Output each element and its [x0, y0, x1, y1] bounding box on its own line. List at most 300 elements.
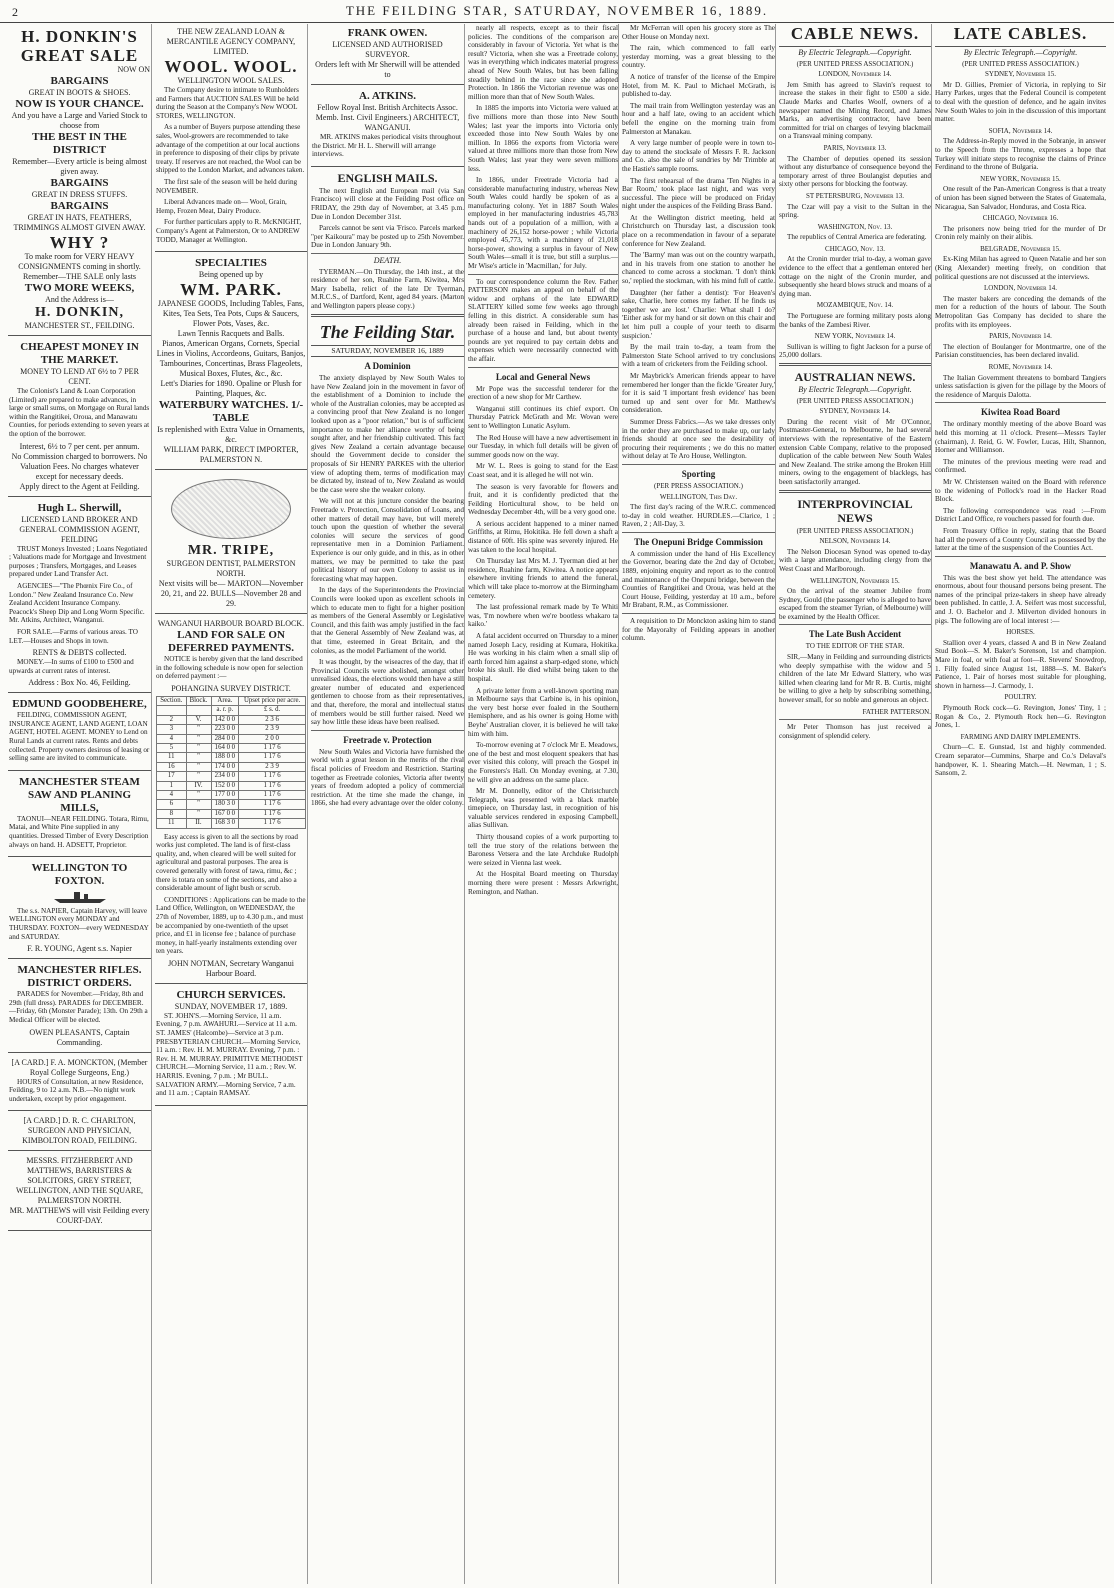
table-cell: 11 — [157, 753, 187, 762]
dateline-st-petersburg: ST PETERSBURG, November 13. — [805, 191, 905, 200]
local-news-item: At the Hospital Board meeting on Thursday morning there were present : Messrs Arkwright, Remington, and Nathan. — [468, 870, 618, 896]
remember-2: Remember—THE SALE only lasts — [22, 272, 137, 281]
table-header: Upset price per acre. — [239, 696, 306, 705]
dairy-heading: FARMING AND DAIRY IMPLEMENTS. — [960, 732, 1081, 741]
kiwitea-heading: Kiwitea Road Board — [980, 407, 1060, 418]
loan-ad — [8, 338, 151, 497]
atkins-name: A. ATKINS. — [359, 90, 416, 102]
table-unit: a. r. p. — [211, 706, 239, 715]
rents-line: RENTS & DEBTS collected. — [32, 648, 127, 658]
address-label: And the Address is— — [45, 295, 114, 304]
news-paragraph: Daughter (her father a dentist): 'For Heaven's sake, Charlie, here comes my father. If he finds us together we are lost.' Charlie: What shall I do? 'Either ask for my hand or sit down on this chair and let him pull a couple of your teeth to disarm suspicion.' — [622, 288, 775, 340]
rifles-body: PARADES for November.—Friday, 8th and 29th (full dress). PARADES for DECEMBER.—Friday, 6th (Monster Parade); 13th. On 29th a Medical Officer will be elected. — [9, 990, 148, 1024]
dateline-sydney: SYDNEY, November 14. — [819, 407, 891, 416]
cable-paragraph: Ex-King Milan has agreed to Queen Natalie and her son (King Alexander) meeting freely, on condition that political questions are not discussed at the interviews. — [935, 255, 1106, 281]
dateline-sofia: SOFIA, November 14. — [988, 126, 1053, 135]
leader-paragraph: We will not at this juncture consider the bearing Freetrade v. Protection, Consolidation of Loans, and other matters of detail may have, but will merely touch upon the question of whether the several colonies will secure the services of good representative men in a Dominion Parliament. Experience is our only guide, and in this, as in other matters, we may be permitted to take the past political history of our own Colony to assist us in forecasting what may happen. — [311, 497, 464, 583]
dateline-london: LONDON, November 14. — [983, 284, 1058, 293]
box-line: Address : Box No. 46, Feilding. — [28, 678, 131, 688]
inter-assoc: (PER UNITED PRESS ASSOCIATION.) — [796, 526, 914, 535]
rifles-ad — [8, 961, 151, 1052]
local-news-heading: Local and General News — [495, 371, 591, 382]
varied-line: And you have a Large and Varied Stock to choose from — [11, 111, 148, 130]
bush-sub: TO THE EDITOR OF THE STAR. — [805, 642, 905, 651]
wool-sales: WELLINGTON WOOL SALES. — [177, 76, 285, 85]
kiwitea-list — [935, 420, 1106, 552]
cable-paragraph: Mr D. Gillies, Premier of Victoria, in replying to Sir Harry Parkes, urges that the Federal Council is competent to deal with the question of defence, and he again invites New South Wales to join in the discussion of this important matter. — [935, 80, 1106, 124]
table-cell: " — [186, 734, 211, 743]
dairy-body: Churn—C. E. Gunstad, 1st and highly commended. Cream separator—Cummins, Sharpe and Co.'s Delaval's handpower, K. 1. Shearing Match.—H. Newman, 1 ; S. Sansom, 2. — [935, 743, 1106, 778]
table-cell: 8 — [157, 809, 187, 818]
table-unit: £ s. d. — [239, 706, 306, 715]
divider — [779, 624, 931, 625]
sherwill-name: Hugh L. Sherwill, — [37, 501, 122, 514]
table-cell: " — [186, 725, 211, 734]
fitzherbert-text: MESSRS. FITZHERBERT AND MATTHEWS, BARRISTERS & SOLICITORS, GREY STREET, WELLINGTON, AND THE SQUARE, PALMERSTON NORTH. — [15, 1156, 144, 1206]
divider — [622, 532, 775, 533]
charlton-ad — [8, 1113, 151, 1151]
heavy-line: To make room for VERY HEAVY CONSIGNMENTS coming in shortly. — [18, 252, 141, 271]
dateline-new-york: NEW YORK, November 15. — [980, 174, 1061, 183]
dateline-wellington: WELLINGTON, November 15. — [810, 576, 900, 585]
late-cables-assoc: (PER UNITED PRESS ASSOCIATION.) — [962, 59, 1079, 68]
table-row — [157, 734, 306, 743]
steamship-icon — [50, 888, 110, 904]
napier-text: The s.s. NAPIER, Captain Harvey, will leave WELLINGTON every MONDAY and THURSDAY. FOXTON—every WEDNESDAY and SATURDAY. — [9, 906, 149, 941]
table-cell: 1 17 6 — [239, 819, 306, 828]
divider — [311, 253, 464, 254]
table-cell: II. — [186, 819, 211, 828]
aus-assoc: (PER UNITED PRESS ASSOCIATION.) — [796, 396, 914, 405]
harbour-ad — [155, 616, 307, 984]
owen-ad — [311, 24, 464, 85]
company-desire: The Company desire to intimate to Runholders and Farmers that AUCTION SALES Will be held during the Season at the Company's New WOOL STORES, WELLINGTON. — [156, 86, 299, 120]
local-news-item: Mr Pope was the successful tenderer for the erection of a new shop for Mr Carthew. — [468, 384, 618, 402]
table-cell: 1 17 6 — [239, 743, 306, 752]
flag-date: SATURDAY, NOVEMBER 16, 1889 — [311, 345, 464, 358]
dental-plate-illustration — [171, 479, 291, 539]
sporting-heading: Sporting — [681, 468, 716, 479]
kiwitea-item: The following correspondence was read :—From District Land Office, re vouchers passed for fourth due. — [935, 506, 1106, 524]
table-row — [157, 809, 306, 818]
cable-paragraph: The Italian Government threatens to bombard Tangiers unless satisfaction is given for the pillage by the Moors of the residence of Marquis Dalotta. — [935, 373, 1106, 399]
table-cell: 4 — [157, 734, 187, 743]
table-cell: 17 — [157, 772, 187, 781]
fitzherbert-ad — [8, 1153, 151, 1231]
mails-heading: ENGLISH MAILS. — [337, 170, 438, 185]
harbour-heading: WANGANUI HARBOUR BOARD BLOCK. — [157, 619, 305, 629]
bush-accident-heading: The Late Bush Accident — [808, 629, 902, 640]
local-news-item: The Red House will have a new advertisement in our Tuesday, in which full details will be given of summer goods now on the way. — [468, 433, 618, 459]
dateline-washington: WASHINGTON, Nov. 13. — [817, 222, 893, 231]
dateline-paris: PARIS, November 14. — [989, 332, 1052, 341]
best-line: THE BEST IN THE DISTRICT — [32, 131, 127, 156]
goodbehere-body: FEILDING, COMMISSION AGENT, INSURANCE AGENT, LAND AGENT, LOAN AGENT, HOTEL AGENT. MONEY to Lend on Rural Lands at current rates. Rents and debts collected. Property owners desirous of leasing or selling same are invited to communicate. — [9, 711, 150, 763]
local-news-item: A serious accident happened to a miner named Griffiths, at Rimu, Hokitika. He fell down a shaft a distance of 60ft. His spine was severely injured. He was taken to the local hospital. — [468, 519, 618, 554]
divider — [468, 367, 618, 368]
bridge-more: A requisition to Dr Monckton asking him to stand for the Mayoralty of Feilding appears in another column. — [622, 617, 775, 643]
park-signature: WILLIAM PARK, DIRECT IMPORTER, PALMERSTON N. — [163, 445, 299, 465]
cable-paragraph: Sullivan is willing to fight Jackson for a purse of 25,000 dollars. — [779, 342, 931, 360]
local-news-item: On Thursday last Mrs M. J. Tyerman died at her residence, Ruahine farm, Kiwitea. A notice appears elsewhere inviting friends to attend the funeral, which will take place to-morrow at the Birmingham cemetery. — [468, 557, 618, 600]
nzl-heading: THE NEW ZEALAND LOAN & MERCANTILE AGENCY COMPANY, LIMITED. — [166, 27, 296, 56]
table-row — [157, 781, 306, 790]
sherwill-title: LICENSED LAND BROKER AND GENERAL COMMISSION AGENT, FEILDING — [19, 514, 140, 544]
dateline-nelson: NELSON, November 14. — [819, 537, 891, 546]
column-1 — [8, 24, 152, 1584]
news-paragraph: Summer Dress Fabrics.—As we take dresses only in the order they are purchased to make up, our lady friends should at once see the desirability of procuring their requirements ; we do this no matter without delay at Te Aro House, Wellington. — [622, 417, 775, 461]
table-cell: 164 0 0 — [211, 743, 239, 752]
table-cell: " — [186, 809, 211, 818]
foxton-ad — [8, 859, 151, 959]
table-cell: 5 — [157, 743, 187, 752]
table-cell: 223 0 0 — [211, 725, 239, 734]
sawmill-body: TAONUI—NEAR FEILDING. Totara, Rimu, Matai, and White Pine supplied in any quantities. Dressed Timber of Every Description always on hand. H. ADSETT, Proprietor. — [9, 814, 149, 849]
agencies-text: AGENCIES—"The Phœnix Fire Co., of London." New Zealand Insurance Co. New Zealand Accident Insurance Company. Peacock's Sheep Dip and Long Worm Specific. Mr. Atkins, Architect, Wanganui. — [9, 581, 145, 625]
leader-heading: A Dominion — [364, 361, 411, 372]
cable-paragraph: The Chamber of deputies opened its session without any disturbance of consequence beyond the temporary arrest of three Boulangist deputies and sixty other persons for blocking the footway. — [779, 154, 931, 189]
bush-more: Mr Peter Thomson has just received a consignment of splendid celery. — [779, 723, 931, 740]
replenished-text: Is replenished with Extra Value in Ornaments, &c. — [157, 425, 305, 445]
table-cell: IV. — [186, 781, 211, 790]
table-cell: 152 0 0 — [211, 781, 239, 790]
sawmill-name: MANCHESTER STEAM SAW AND PLANING MILLS, — [19, 775, 140, 814]
local-news-item: The last professional remark made by Te Whiti was, 'I'm nowhere when we're bootless whakaro ta kaiko.' — [468, 603, 618, 629]
apply-line: Apply direct to the Agent at Feilding. — [19, 481, 140, 491]
money-sums-text: MONEY.—In sums of £100 to £500 and upwards at current rates of interest. — [9, 658, 134, 675]
newspaper-flag: The Feilding Star. — [319, 321, 456, 342]
cable-paragraph: The master bakers are conceding the demands of the men for a reduction of the hours of labour. The South Metropolitan Gas Company has decided to share the profits with its employees. — [935, 294, 1106, 329]
aus-sub: By Electric Telegraph.—Copyright. — [798, 385, 912, 394]
kiwitea-item: The ordinary monthly meeting of the above Board was held this morning at 11 o'clock. Present—Messrs Tayler (chairman), J. Reid, G. W. Fowler, Lucas, Hilt, Shannon, Horner and Williamson. — [935, 420, 1106, 455]
page-number: 2 — [12, 5, 18, 19]
table-row — [157, 725, 306, 734]
news-paragraph: The rain, which commenced to fall early yesterday morning, was a great blessing to the country. — [622, 44, 775, 70]
church-services — [155, 986, 307, 1106]
column-7 — [935, 24, 1106, 1584]
kiwitea-item: Mr W. Christensen waited on the Board with reference to the widening of Pollock's road in the Hacker Road Block. — [935, 477, 1106, 504]
wool-heading: WOOL. WOOL. — [164, 57, 298, 76]
death-body: TYERMAN.—On Thursday, the 14th inst., at the residence of her son, Ruahine Farm, Kiwitea, Mrs Mary Isabella, relict of the late Dr Tyerman, M.R.C.S., of Dartford, Kent, aged 84 years. (Marton and Wellington papers please copy.) — [311, 267, 464, 310]
table-row — [157, 762, 306, 771]
local-news-item: A private letter from a well-known sporting man in Melbourne says that Carbine is, in his opinion, the very best horse ever foaled in the Southern Hemisphere, and as his owner is going Home with Beyhe' Australian clover, it is believed he will take him with him. — [468, 686, 618, 738]
goodbehere-name: EDMUND GOODBEHERE, — [12, 698, 147, 711]
dateline-chicago: CHICAGO, November 16. — [982, 214, 1059, 223]
column-4 — [468, 24, 619, 1584]
survey-district: POHANGINA SURVEY DISTRICT. — [171, 683, 291, 693]
table-cell: 3 — [157, 725, 187, 734]
bargains-1: BARGAINS — [50, 75, 109, 87]
tripe-name: MR. TRIPE, — [187, 543, 275, 559]
table-cell: 167 0 0 — [211, 809, 239, 818]
table-cell: " — [186, 762, 211, 771]
divider — [779, 490, 931, 493]
table-cell: 1 — [157, 781, 187, 790]
donkin-sale: GREAT SALE — [20, 46, 139, 65]
church-body: ST. JOHN'S.—Morning Service, 11 a.m. Evening, 7 p.m. AWAHURI.—Service at 11 a.m. ST. JAMES' (Halcombe)—Service at 3 p.m. PRESBYTERIAN CHURCH.—Morning Service, 11 a.m. : Rev. H. M. MURRAY. Evening, 7 p.m. : Rev. H. M. MURRAY. PRIMITIVE METHODIST CHURCH.—Morning Service, 11 a.m. ; Rev. W. HARRIS. Evening, 7 p.m. ; Mr BULL. SALVATION ARMY.—Morning Service, 7 a.m. and 11 a.m. ; Captain RAMSAY. — [156, 1011, 303, 1098]
table-cell: 174 0 0 — [211, 762, 239, 771]
horses-heading: HORSES. — [1006, 628, 1035, 637]
dateline-paris: PARIS, November 13. — [823, 143, 887, 152]
remember-1: Remember—Every article is being almost given away. — [12, 157, 147, 176]
news-paragraph: The 'Barmy' man was out on the country warpath, and in his travels from one station to another he chanced to come across a stockman. 'I don't think so,' replied the stockman, with his mind full of cattle. — [622, 251, 776, 286]
table-header: Block. — [186, 696, 211, 705]
particulars-text: For further particulars apply to R. McKNIGHT, Company's Agent at Palmerston, Or to ANDREW TODD, Manager at Wellington. — [156, 218, 302, 244]
atkins-ad — [311, 87, 464, 167]
table-cell: " — [186, 772, 211, 781]
freetrade-heading: Freetrade v. Protection — [343, 734, 432, 745]
table-row — [157, 772, 306, 781]
table-cell: 6 — [157, 800, 187, 809]
table-cell: 188 0 0 — [211, 753, 239, 762]
table-cell: 2 3 9 — [239, 762, 306, 771]
table-cell: 1 17 6 — [239, 800, 306, 809]
divider — [622, 613, 775, 614]
cable-news-heading: CABLE NEWS. — [779, 24, 931, 47]
table-cell: 180 3 0 — [211, 800, 239, 809]
table-cell: 142 0 0 — [211, 715, 239, 724]
news-paragraph: A very large number of people were in town to-day to attend the stocksale of Messrs F. R. Jackson and Co. also the sale of sundries by Mr Trimble at the Hastie's sample rooms. — [622, 139, 775, 173]
atkins-title: Fellow Royal Inst. British Architects Assoc. Memb. Inst. Civil Engineers.) ARCHITECT, WANGANUI. — [315, 103, 460, 132]
news-paragraph: Mr Maybrick's American friends appear to have remembered her longer than the fickle 'Greater Jury,' for it is said 'I important fresh evidence' has been turned up and sent over for Mr. Matthew's consideration. — [622, 371, 775, 415]
sherwill-ad — [8, 499, 151, 694]
local-news-list — [468, 385, 618, 897]
freetrade-body: New South Wales and Victoria have furnished the world with a great lesson in the merits of the rival fiscal policies of Freedom and Restriction. Starting together as Freetrade colonies, Victoria after twenty years of freedom adopted a policy of commercial restriction. At the time she made the change, in 1866, she had every advantage over the older colony. — [311, 747, 464, 808]
table-cell: 16 — [157, 762, 187, 771]
letts-text: Lett's Diaries for 1890. Opaline or Plush for Painting, Plaques, &c. — [160, 379, 302, 399]
sawmill-ad — [8, 773, 151, 857]
show-list: Stallion over 4 years, classed A and B in New Zealand Stud Book—S. M. Baker's Sorenson, 1st and champion. Mare in foal, or with foal at foot—R. Stevens' Snowdrop, 1. Filly foaled since August 1st, 1888—S. M. Baker's Patience, 1. Pair of horses most suitable for ploughing, shown in harness—J. Carmody, 1. — [935, 638, 1106, 690]
table-row — [157, 790, 306, 799]
inter-paragraph: The Nelson Diocesan Synod was opened to-day with a large attendance, including clergy from the West Coast and Marlborough. — [779, 547, 931, 573]
rifles-signature: OWEN PLEASANTS, Captain Commanding. — [29, 1027, 130, 1047]
column-2 — [155, 24, 308, 1584]
table-cell: " — [186, 753, 211, 762]
monckton-card: [A CARD.] F. A. MONCKTON, (Member Royal College Surgeons, Eng.) — [11, 1057, 148, 1077]
foxton-heading: WELLINGTON TO FOXTON. — [31, 862, 128, 888]
article-paragraph: In 1866, under Freetrade Victoria had a considerable manufacturing industry, whereas New South Wales could hardly be spoken of as a manufacturing colony. Yet in 1887 South Wales employed in her manufacturing industries 45,783 hands out of a population of a million, with a machinery of 26,152 horse-power ; while Victoria employed 45,773, with a machinery of 21,018 horse-power, showing a surplus in favour of New South Wales—small it is true, but still a surplus.—Mr Wise's article in 'Macmillan,' for July. — [468, 176, 618, 271]
cheapest-money: CHEAPEST MONEY IN THE MARKET. — [20, 341, 139, 366]
matthews-text: MR. MATTHEWS will visit Feilding every COURT-DAY. — [9, 1206, 150, 1226]
hats-line: GREAT IN HATS, FEATHERS, TRIMMINGS ALMOST GIVEN AWAY. — [13, 213, 146, 232]
why-line: WHY ? — [49, 233, 110, 252]
column-6 — [779, 24, 932, 1584]
specialties-heading: SPECIALTIES — [195, 257, 267, 270]
bargains-2: BARGAINS — [50, 177, 109, 189]
bridge-heading: The Onepuni Bridge Commission — [634, 536, 763, 547]
news-paragraph: By the mail train to-day, a team from the Palmerston State School arrived to try conclusions with a team of cricketers from the Feilding school. — [622, 343, 775, 369]
owen-orders: Orders left with Mr Sherwill will be attended to — [315, 60, 460, 79]
dress-line: GREAT IN DRESS STUFFS. — [31, 190, 128, 199]
poultry-heading: POULTRY. — [1004, 693, 1037, 702]
goodbehere-ad — [8, 695, 151, 771]
cable-paragraph: The Czar will pay a visit to the Sultan in the spring. — [779, 202, 931, 220]
monckton-body: HOURS of Consultation, at new Residence, Feilding, 9 to 12 a.m. N.B.—No night work undertaken, except by prior engagement. — [9, 1077, 144, 1103]
table-row — [157, 715, 306, 724]
dateline-new-york: NEW YORK, November 14. — [814, 332, 896, 341]
divider — [935, 402, 1106, 403]
cable-paragraph: The Portuguese are forming military posts along the banks of the Zambesi River. — [779, 312, 931, 329]
kiwitea-item: The minutes of the previous meeting were read and confirmed. — [935, 457, 1106, 475]
table-cell: 1 17 6 — [239, 772, 306, 781]
table-row — [157, 753, 306, 762]
table-cell: 1 17 6 — [239, 809, 306, 818]
cable-paragraph: The prisoners now being tried for the murder of Dr Cronin rely mainly on their alibis. — [935, 224, 1106, 242]
chance-line: NOW IS YOUR CHANCE. — [15, 98, 144, 110]
cable-paragraph: At the Cronin murder trial to-day, a woman gave evidence to the effect that a gentleman entered her cottage on the night of the Cronin murder, and subsequently she heard blows struck and moans of a dying man. — [779, 255, 931, 298]
advances-text: Liberal Advances made on— Wool, Grain, Hemp, Frozen Meat, Dairy Produce. — [156, 198, 287, 215]
show-body: This was the best show yet held. The attendance was enormous, about four thousand persons being present. The names of the principal prize-takers in sheep have already been published. In cattle, J. A. Seifert was most successful, and J. O. Bachelor and J. Milverton divided honours in pigs. The following are of local interest :— — [935, 573, 1106, 625]
donkin-ad — [8, 24, 151, 336]
divider — [935, 556, 1106, 557]
bush-signature: FATHER PATTERSON. — [862, 707, 931, 716]
owen-title: LICENSED AND AUTHORISED SURVEYOR. — [332, 40, 443, 59]
dateline-mozambique: MOZAMBIQUE, Nov. 14. — [816, 301, 894, 310]
table-cell: 177 0 0 — [211, 790, 239, 799]
table-unit — [186, 706, 211, 715]
dateline-belgrade: BELGRADE, November 15. — [980, 244, 1061, 253]
death-heading: DEATH. — [373, 255, 402, 265]
late-cables-sub: By Electric Telegraph.—Copyright. — [963, 48, 1078, 57]
divider — [311, 314, 464, 317]
easy-access-text: Easy access is given to all the sections by road works just completed. The land is of first-class quality, and, when cleared will be well suited for agricultural and pastoral purposes. The area is covered generally with forest of tawa, rimu, &c ; there is totara on some of the sections, and also a considerable amount of light bush or scrub. — [156, 832, 298, 893]
donkin-address: MANCHESTER ST., FEILDING. — [24, 321, 135, 330]
charlton-card: [A CARD.] D. R. C. CHARLTON, SURGEON AND PHYSICIAN, KIMBOLTON ROAD, FEILDING. — [22, 1116, 137, 1146]
napier-agent: F. R. YOUNG, Agent s.s. Napier — [27, 944, 132, 954]
leader-paragraph: In the days of the Superintendents the Provincial Councils were looked upon as excellent schools in which to educate men to fight for a higher position as members of the General Assembly or Legislative Council, and this faith was amply justified in the fact that the General Assembly of New Zealand was, at that time, esteemed in Great Britain, and the colonies, as the model Parliament of the world. — [311, 586, 464, 655]
interest-line: Interest, 6½ to 7 per cent. per annum. — [19, 441, 140, 451]
table-cell: 284 0 0 — [211, 734, 239, 743]
local-news-item: A fatal accident occurred on Thursday to a miner named Joseph Lacy, residing at Kumara, Hokitika. He was working in his claim when a small slip of earth forced him against a sharp-edged stone, which broke his skull. He died whilst being taken to the hospital. — [468, 632, 618, 683]
late-cables-heading: LATE CABLES. — [935, 24, 1106, 47]
land-table — [156, 696, 306, 829]
local-news-item: Thirty thousand copies of a work purporting to tell the true story of the relations between the Baroness Vetsera and the late Archduke Rudolph were seized in Vienna last week. — [468, 833, 618, 867]
leader-paragraph: It was thought, by the wiseacres of the day, that if Provincial Councils were abolished, amongst other unrealised ideas, the elections would then have a still greater number of educated and experienced gentlemen to choose from as their representatives, and that, therefore, the moral and intellectual status of members would be still further raised. Need we say how little these ideas have been realised. — [311, 658, 464, 727]
notman-signature: JOHN NOTMAN, Secretary Wanganui Harbour Board. — [168, 958, 294, 978]
local-news-item: The season is very favorable for flowers and fruit, and it is confidently predicted that the Feilding Horticultural show, to be held on Wednesday December 4th, will be a very good one. — [468, 482, 618, 517]
table-header: Section. — [157, 696, 187, 705]
table-cell: 1 17 6 — [239, 781, 306, 790]
land-sale-heading: LAND FOR SALE ON DEFERRED PAYMENTS. — [168, 629, 294, 655]
cable-paragraph: The election of Boulanger for Montmartre, one of the Parisian constituencies, has been declared invalid. — [935, 342, 1106, 360]
donkin-now-on: NOW ON — [117, 65, 150, 74]
cable-paragraph: The republics of Central America are federating. — [787, 233, 927, 242]
table-row — [157, 800, 306, 809]
mails-body: The next English and European mail (via San Francisco) will close at the Feilding Post office on FRIDAY, the 29th day of November, at 3.45 p.m. Due in London December 31st. — [311, 186, 464, 221]
dateline-london: LONDON, November 14. — [818, 70, 892, 79]
masthead — [0, 0, 1114, 23]
two-weeks-line: TWO MORE WEEKS, — [24, 282, 135, 294]
table-cell: 11 — [157, 819, 187, 828]
local-news-item: Mr M. Donnelly, editor of the Christchurch Telegraph, was presented with a black marble timepiece, on Thursday last, in recognition of his valuable services rendered in exposing Campbell, alias Sullivan. — [468, 787, 618, 830]
article-paragraph: In 1885 the imports into Victoria were valued at five millions more than those into New South Wales; last year the imports into Victoria only exceeded those into New South Wales by one million. In 1866 the exports from Victoria were valued at three millions more than those from New South Wales; last year they were seven millions less. — [468, 104, 618, 173]
sporting-body: The first day's racing of the W.R.C. commenced to-day in cold weather. HURDLES.—Clarice, 1 ; Raven, 2 ; All-Day, 3. — [622, 503, 775, 529]
cable-paragraph: The Address-in-Reply moved in the Sobranje, in answer to the Speech from the Throne, expresses a hope that Turkey will initiate steps to recognise the claims of Prince Ferdinand to the throne of Bulgaria. — [935, 137, 1106, 172]
divider — [779, 363, 931, 366]
pianos-text: Pianos, American Organs, Cornets, Special Lines in Violins, Accordeons, Guitars, Banjos, Tambourines, Concertinas, Brass Flageolets, Musical Boxes, Flutes, &c., &c. — [156, 339, 306, 379]
church-date: SUNDAY, NOVEMBER 17, 1889. — [174, 1001, 288, 1011]
column-5 — [622, 24, 776, 1584]
japanese-goods: JAPANESE GOODS, Including Tables, Fans, Kites, Tea Sets, Tea Pots, Cups & Saucers, Flower Pots, Vases, &c. — [157, 299, 305, 329]
article-paragraph: To our correspondence column the Rev. Father PATTERSON makes an appeal on behalf of the widow and orphans of the late EDWARD SLATTERY killed some few weeks ago through felling in this district. A considerable sum has already been raised in Feilding, which in the purchase of a house and land, but about twenty pounds are yet required to pay certain debts and expenses which were necessarily connected with the affair. — [468, 277, 618, 363]
tripe-title: SURGEON DENTIST, PALMERSTON NORTH. — [166, 559, 296, 579]
table-cell: 4 — [157, 790, 187, 799]
aus-paragraph: During the recent visit of Mr O'Connor, Postmaster-General, to Melbourne, he had several interviews with the representative of the Eastern extension Cable Company, relative to the proposed duplication of the cable between New South Wales and New Zealand. The strike among the Broken Hill miners, owing to the engagement of blacklegs, has been satisfactorily arranged. — [779, 417, 931, 486]
church-heading: CHURCH SERVICES. — [176, 988, 286, 1001]
table-cell: 1 17 6 — [239, 790, 306, 799]
table-cell: " — [186, 800, 211, 809]
bridge-body: A commission under the hand of His Excellency the Governor, bearing date the 2nd day of October, 1889, enjoining enquiry and report as to the control and maintenance of the Onepuni bridge, between the Counties of Rangitikei and Oroua, was held at the Court House, Feilding, yesterday at 10 a.m., before Mr Brabant, R.M., as Commissioner. — [622, 549, 775, 610]
australian-news-heading: AUSTRALIAN NEWS. — [794, 370, 916, 384]
for-sale-text: FOR SALE.—Farms of various areas. TO LET.—Houses and Shops in town. — [9, 627, 138, 645]
cable-paragraph: Jem Smith has agreed to Slavin's request to increase the stakes in their fight to £500 a side. Claude Marks and Charles Woolf, owners of a newspaper named the Mining Record, and James Marks, an advertising contractor, have been committed for trial on charges of levying blackmail on a Transvaal mining company. — [779, 80, 931, 141]
no-commission-line: No Commission charged to borrowers. No Valuation Fees. No charges whatever except for necessary deeds. — [11, 451, 148, 481]
table-unit — [157, 706, 187, 715]
poultry-body: Plymouth Rock cock—G. Revington, Jones' Tiny, 1 ; Rogan & Co., 2. Plymouth Rock hen—G. Revington Jones, 1. — [935, 704, 1106, 730]
donkin-signature: H. DONKIN, — [35, 305, 124, 320]
dateline-chicago: CHICAGO, Nov. 13. — [825, 244, 885, 253]
sporting-sub: (PER PRESS ASSOCIATION.) — [654, 481, 743, 490]
table-cell: 2 — [157, 715, 187, 724]
dateline-rome: ROME, November 14. — [988, 363, 1053, 371]
page-title: THE FEILDING STAR, SATURDAY, NOVEMBER 16, 1889. — [345, 3, 769, 18]
owen-name: FRANK OWEN. — [347, 27, 428, 39]
table-cell: " — [186, 743, 211, 752]
atkins-body: MR. ATKINS makes periodical visits throughout the District. Mr H. L. Sherwill will arrange interviews. — [312, 133, 461, 159]
leader-paragraph: The anxiety displayed by New South Wales to have New Zealand join in the movement in favor of the establishment of a Dominion to include the whole of the Australian colonies, may be accepted as a convincing proof that New Zealand is no longer looked upon as a "poor relation," but is of sufficient importance to make her alliance worthy of being sought after, and her friendship cultivated. This fact gives New Zealand a certain advantage because should the Government decide to consider the proposals of Sir HENRY PARKES with the ulterior view of adopting them, terms of modification may be dictated by, instead of to, New Zealand as would be the case were she the weaker colony. — [311, 374, 464, 494]
bush-body: SIR,—Many in Feilding and surrounding districts who deeply sympathise with the widow and 5 children of the late Mr Edward Slattery, who was killed when clearing land for Mr R. B. Curtis, might be willing to give a help by subscribing something, however small, for so noble and generous an object. — [779, 653, 931, 705]
table-header: Area. — [211, 696, 239, 705]
news-paragraph: A notice of transfer of the license of the Empire Hotel, from M. K. Paul to Michael McGrath, is published to-day. — [622, 72, 775, 99]
news-paragraph: At the Wellington district meeting, held at Christchurch on Thursday last, a discussion took place on a recommendation in favour of a separate conference for New Zealand. — [622, 213, 775, 248]
table-cell: 234 0 0 — [211, 772, 239, 781]
boots-line: GREAT IN BOOTS & SHOES. — [28, 88, 131, 97]
wool-ad — [155, 24, 307, 252]
show-heading: Manawatu A. and P. Show — [969, 560, 1072, 571]
table-cell: 2 0 0 — [239, 734, 306, 743]
table-row — [157, 819, 306, 828]
cable-sub: By Electric Telegraph.—Copyright. — [798, 48, 912, 57]
monckton-ad — [8, 1055, 151, 1112]
tripe-visits: Next visits will be— MARTON—November 20, 21, and 22. BULLS—November 28 and 29. — [158, 579, 304, 609]
donkin-name: H. DONKIN'S — [21, 27, 138, 46]
divider — [779, 719, 931, 720]
parcels-body: Parcels cannot be sent via 'Frisco. Parcels marked "per Kaikoura" may be posted up to 25th November. Due in London January 9th. — [311, 224, 464, 250]
tripe-ad — [155, 472, 307, 614]
table-cell: V. — [186, 715, 211, 724]
table-cell: 2 3 6 — [239, 715, 306, 724]
park-name: WM. PARK. — [180, 280, 282, 300]
table-row — [157, 743, 306, 752]
conditions-text: CONDITIONS : Applications can be made to the Land Office, Wellington, on WEDNESDAY, the 27th of November, 1889, up to 4.30 p.m., and must be accompanied by one-twentieth of the upset price, and £1 in license fee ; balance of purchase money, in half-yearly instalments extending over ten years. — [156, 895, 306, 956]
divider — [311, 730, 464, 731]
first-sale-text: The first sale of the season will be held during NOVEMBER. — [156, 177, 298, 195]
trust-text: TRUST Moneys Invested ; Loans Negotiated ; Valuations made for Mortgage and Investment purposes ; Transfers, Mortgages, and Leases prepared under Land Transfer Act. — [9, 544, 148, 579]
money-to-lend: MONEY TO LEND AT 6½ to 7 PER CENT. — [20, 367, 139, 386]
watches-text: WATERBURY WATCHES. 1/- TABLE — [158, 399, 304, 425]
cable-paragraph: One result of the Pan-American Congress is that a treaty of union has been signed between the States of Guatemala, Nicaragua, San Salvador, Honduras, and Costa Rica. — [935, 185, 1106, 211]
divider — [622, 464, 775, 465]
rifles-heading: MANCHESTER RIFLES. DISTRICT ORDERS. — [17, 964, 142, 990]
article-paragraph: nearly all respects, except as to their fiscal policies. The conditions of the comparison are considerably in favour of Victoria. Yet what is the result? Victoria, when she was a Freetrade colony, was in everything which indicates material progress ahead of New South Wales, but has been falling steadily behind in the race since she adopted Protection. In 1866 the Victorian revenue was one million more than that of New South Wales. — [468, 24, 618, 101]
interprovincial-heading: INTERPROVINCIAL NEWS — [797, 496, 913, 525]
table-cell: " — [186, 790, 211, 799]
opened-by: Being opened up by — [198, 270, 264, 280]
news-paragraph: Mr McFerran will open his grocery store as The Other House on Monday next. — [622, 24, 775, 41]
local-news-item: To-morrow evening at 7 o'clock Mr E. Meadows, one of the best and most eloquent speakers that has ever visited this colony, will preach the Gospel in the Foresters's Hall. On Monday evening, at 7.30, he will give an address on the same place. — [468, 741, 618, 784]
news-paragraph: The mail train from Wellington yesterday was an hour and a half late, owing to an accident which befell the engine on the morning train from Palmerston at Manakau. — [622, 101, 775, 136]
local-news-item: Wanganui still continues its chief export. On Thursday Patrick McGrath and Mr. Wovan were sent to Wellington Lunatic Asylum. — [468, 404, 618, 430]
